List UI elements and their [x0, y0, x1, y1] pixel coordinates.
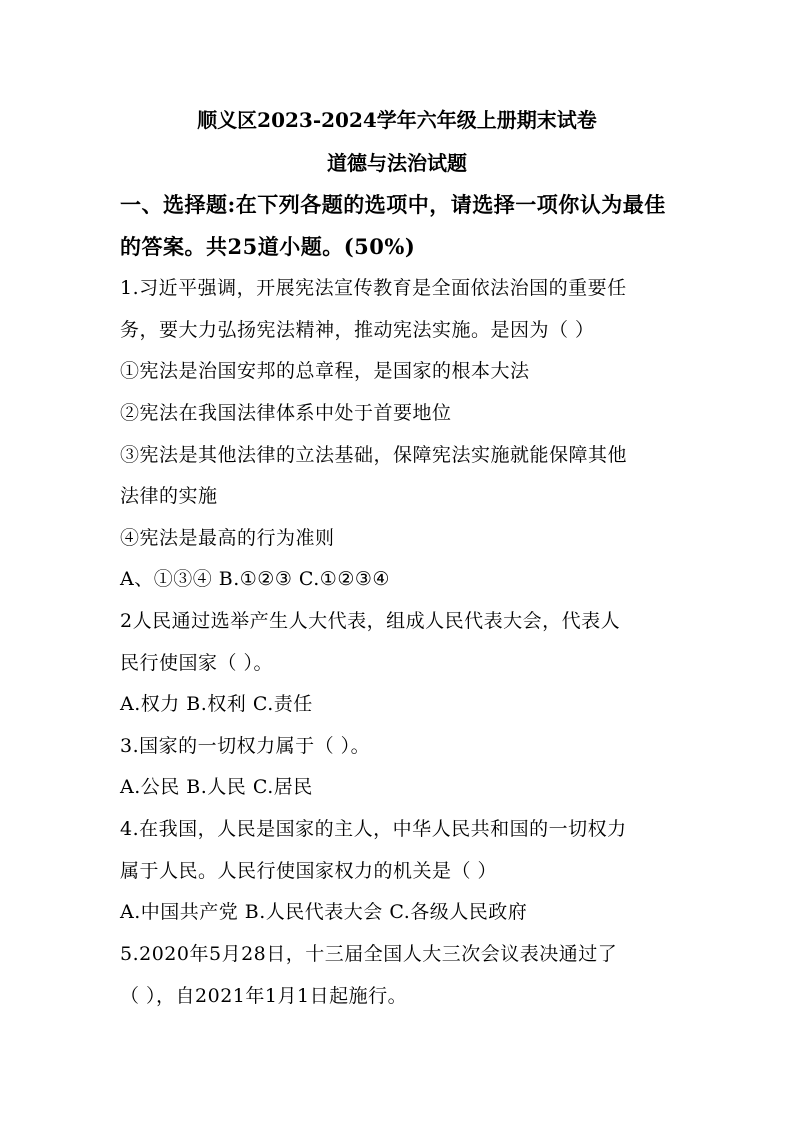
question-4-line-1: 4.在我国，人民是国家的主人，中华人民共和国的一切权力	[120, 818, 627, 840]
question-4-line-2: 属于人民。人民行使国家权力的机关是（ ）	[120, 860, 498, 882]
question-1-line-2: 务，要大力弘扬宪法精神，推动宪法实施。是因为（ ）	[120, 319, 595, 341]
section-heading-line-1: 一、选择题:在下列各题的选项中，请选择一项你认为最佳	[120, 192, 666, 217]
question-3-options: A.公民 B.人民 C.居民	[120, 776, 313, 798]
question-1-statement-3a: ③宪法是其他法律的立法基础，保障宪法实施就能保障其他	[120, 444, 628, 466]
question-1-line-1: 1.习近平强调，开展宪法宣传教育是全面依法治国的重要任	[120, 277, 627, 299]
question-3-line-1: 3.国家的一切权力属于（ ）。	[120, 735, 371, 757]
question-2-line-1: 2人民通过选举产生人大代表，组成人民代表大会，代表人	[120, 610, 621, 632]
question-4-options: A.中国共产党 B.人民代表大会 C.各级人民政府	[120, 901, 528, 923]
question-1-statement-4: ④宪法是最高的行为准则	[120, 527, 335, 549]
question-2-line-2: 民行使国家（ ）。	[120, 652, 274, 674]
question-1-options: A、①③④ B.①②③ C.①②③④	[120, 568, 390, 590]
question-1-statement-2: ②宪法在我国法律体系中处于首要地位	[120, 402, 452, 424]
question-5-line-1: 5.2020年5月28日，十三届全国人大三次会议表决通过了	[120, 943, 618, 965]
section-heading-line-2: 的答案。共25道小题。(50%)	[120, 234, 416, 259]
exam-title: 顺义区2023-2024学年六年级上册期末试卷	[197, 108, 597, 132]
exam-subtitle: 道德与法治试题	[327, 151, 467, 175]
question-5-line-2: （ ），自2021年1月1日起施行。	[120, 985, 408, 1007]
question-1-statement-1: ①宪法是治国安邦的总章程，是国家的根本大法	[120, 360, 530, 382]
question-1-statement-3b: 法律的实施	[120, 485, 218, 507]
question-2-options: A.权力 B.权利 C.责任	[120, 693, 313, 715]
